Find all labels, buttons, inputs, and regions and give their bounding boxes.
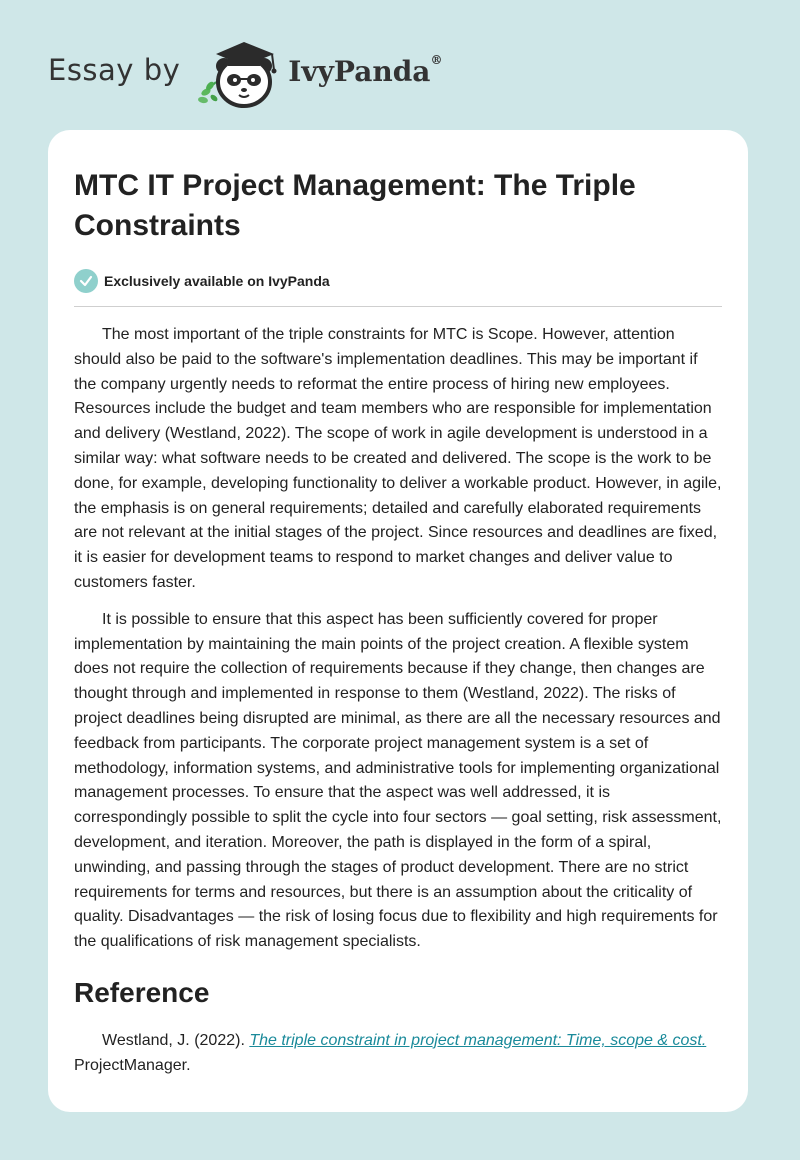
reference-entry <box>74 1029 722 1079</box>
brand-prefix: Essay by <box>48 53 181 87</box>
brand-header <box>48 36 442 112</box>
check-circle-icon <box>74 269 98 293</box>
reference-link[interactable]: The triple constraint in project management: Time, scope & cost. <box>249 1031 707 1049</box>
panda-logo-icon[interactable] <box>194 36 284 112</box>
badge-label: Exclusively available on IvyPanda <box>104 273 330 289</box>
exclusive-badge <box>74 268 722 307</box>
page-title: MTC IT Project Management: The Triple Constraints <box>74 169 636 242</box>
reference-heading: Reference <box>74 976 210 1008</box>
reference-author: Westland, J. (2022). <box>102 1031 250 1049</box>
brand-name[interactable]: IvyPanda® <box>288 52 443 88</box>
body-paragraph-2: It is possible to ensure that this aspect has been sufficiently covered for proper implementation by maintaining the main points of the project creation. A flexible system does not require the collection of requirements because if they change, then changes are thought through and implemented in response to them (Westland, 2022). The risks of project deadlines being disrupted are minimal, as there are all the necessary resources and feedback from participants. The corporate project management system is a set of methodology, information systems, and administrative tools for implementing organizational management processes. To ensure that the aspect was well addressed, it is correspondingly possible to split the cycle into four sectors — goal setting, risk assessment, development, and iteration. Moreover, the path is displayed in the form of a spiral, unwinding, and passing through the stages of product development. There are no strict requirements for terms and resources, but there is an assumption about the criticality of quality. Disadvantages — the risk of losing focus due to flexibility and high requirements for the qualifications of risk management specialists. <box>74 610 722 951</box>
essay-card <box>48 130 748 1112</box>
reference-publisher: ProjectManager. <box>74 1056 191 1074</box>
body-paragraph-1: The most important of the triple constraints for MTC is Scope. However, attention should also be paid to the software's implementation deadlines. This may be important if the company urgently needs to reformat the entire process of hiring new employees. Resources include the budget and team members who are responsible for implementation and delivery (Westland, 2022). The scope of work in agile development is understood in a similar way: what software needs to be created and delivered. The scope is the work to be done, for example, developing functionality to deliver a workable product. However, in agile, the emphasis is on general requirements; detailed and carefully elaborated requirements are not relevant at the initial stages of the project. Since resources and deadlines are fixed, it is easier for development teams to respond to market changes and deliver value to customers faster. <box>74 326 722 591</box>
